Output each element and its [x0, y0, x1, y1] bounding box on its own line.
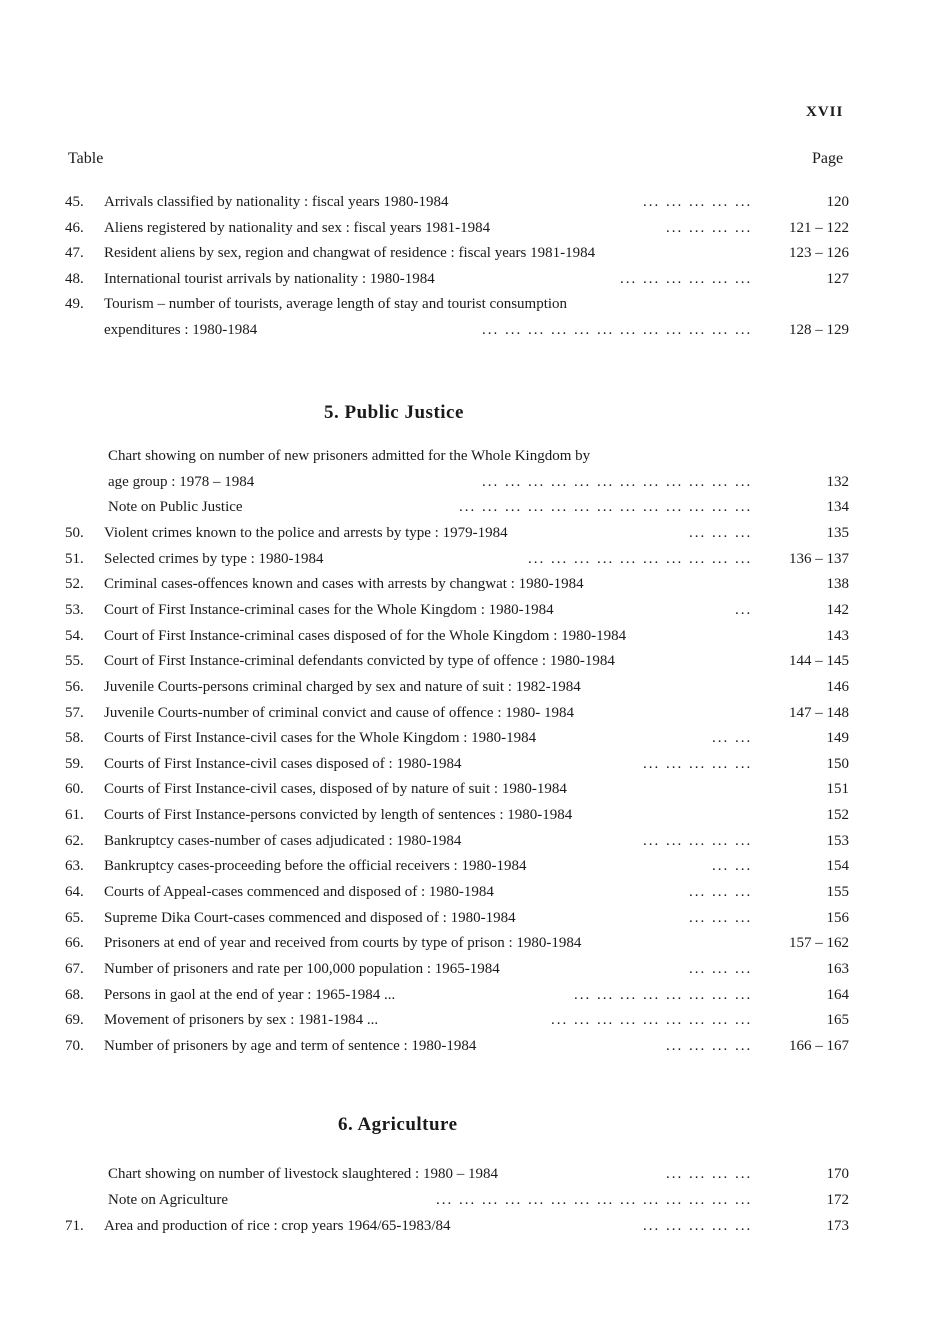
toc-entry: [0, 961, 941, 985]
entry-title: age group : 1978 – 1984: [108, 473, 255, 490]
entry-leader-dots: ... ... ... ... ...: [643, 832, 753, 849]
toc-entry: [0, 1038, 941, 1062]
toc-entry: [0, 576, 941, 600]
entry-leader-dots: ... ... ...: [689, 961, 753, 977]
entry-page: 147 – 148: [789, 704, 849, 721]
entry-leader-dots: ... ... ...: [689, 884, 753, 901]
toc-entry: [0, 194, 941, 218]
toc-entry: [0, 245, 941, 269]
entry-title: Bankruptcy cases-number of cases adjudicated : 1980-1984: [104, 832, 462, 849]
entry-title: Chart showing on number of new prisoners admitted for the Whole Kingdom by: [108, 448, 591, 464]
toc-entry: [0, 807, 941, 831]
entry-leader-dots: ... ... ... ... ... ... ... ... ... ... ... ... ... ...: [436, 1192, 753, 1208]
entry-leader-dots: ... ... ... ... ... ... ... ... ...: [551, 1012, 753, 1029]
entry-number: 55.: [65, 653, 84, 670]
toc-entry: [0, 322, 941, 346]
entry-page: 132: [826, 473, 849, 490]
entry-page: 134: [826, 499, 849, 516]
entry-leader-dots: ...: [735, 601, 753, 618]
entry-leader-dots: ... ... ...: [689, 524, 753, 541]
toc-entry: [0, 220, 941, 244]
entry-leader-dots: ... ... ... ... ...: [643, 194, 753, 210]
entry-title: Number of prisoners and rate per 100,000 population : 1965-1984: [104, 961, 500, 977]
entry-title: Note on Agriculture: [108, 1192, 228, 1208]
toc-entry: [0, 653, 941, 677]
entry-number: 50.: [65, 524, 84, 541]
entry-number: 65.: [65, 909, 84, 926]
entry-title: Courts of First Instance-civil cases, disposed of by nature of suit : 1980-1984: [104, 781, 567, 798]
page-number: XVII: [806, 104, 844, 120]
toc-entry: [0, 730, 941, 754]
entry-title: International tourist arrivals by nationality : 1980-1984: [104, 270, 435, 287]
entry-title: Movement of prisoners by sex : 1981-1984 ...: [104, 1012, 379, 1029]
toc-entry: [0, 525, 941, 549]
entry-title: Violent crimes known to the police and arrests by type : 1979-1984: [104, 524, 508, 541]
entry-page: 164: [826, 986, 849, 1003]
entry-page: 157 – 162: [789, 935, 849, 952]
toc-entry: [0, 756, 941, 780]
entry-number: 69.: [65, 1012, 84, 1029]
entry-number: 68.: [65, 986, 84, 1003]
entry-page: 127: [826, 270, 849, 287]
toc-entry: [0, 499, 941, 523]
entry-title: Prisoners at end of year and received from courts by type of prison : 1980-1984: [104, 935, 582, 952]
entry-number: 70.: [65, 1037, 84, 1054]
entry-title: Court of First Instance-criminal cases for the Whole Kingdom : 1980-1984: [104, 601, 554, 618]
entry-number: 60.: [65, 781, 84, 798]
toc-entry: [0, 271, 941, 295]
entry-page: 155: [826, 884, 849, 901]
entry-page: 146: [826, 678, 849, 695]
entry-page: 135: [826, 524, 849, 541]
entry-title: Supreme Dika Court-cases commenced and disposed of : 1980-1984: [104, 909, 516, 926]
toc-entry: [0, 1192, 941, 1216]
entry-title: Bankruptcy cases-proceeding before the official receivers : 1980-1984: [104, 858, 527, 875]
entry-page: 121 – 122: [789, 219, 849, 236]
entry-page: 143: [826, 627, 849, 644]
entry-page: 153: [826, 832, 849, 849]
entry-title: Note on Public Justice: [108, 499, 243, 516]
entry-leader-dots: ... ... ... ... ... ... ... ...: [574, 986, 753, 1003]
page-column-header: Page: [812, 150, 844, 167]
entry-title: Courts of Appeal-cases commenced and disposed of : 1980-1984: [104, 884, 494, 901]
entry-title: Court of First Instance-criminal defendants convicted by type of offence : 1980-1984: [104, 653, 615, 670]
entry-page: 150: [826, 755, 849, 772]
entry-page: 154: [826, 858, 849, 875]
entry-leader-dots: ... ... ... ... ... ... ... ... ... ... ... ...: [482, 473, 753, 490]
entry-number: 53.: [65, 601, 84, 618]
entry-title: Tourism – number of tourists, average length of stay and tourist consumption: [104, 296, 568, 313]
entry-page: 142: [826, 601, 849, 618]
toc-entry: [0, 910, 941, 934]
toc-entry: [0, 628, 941, 652]
entry-leader-dots: ... ... ... ... ...: [643, 1218, 753, 1234]
section-title-public-justice: 5. Public Justice: [324, 402, 464, 423]
entry-number: 71.: [65, 1218, 84, 1234]
entry-title: Courts of First Instance-civil cases disposed of : 1980-1984: [104, 755, 462, 772]
entry-page: 144 – 145: [789, 653, 849, 670]
toc-entry: [0, 858, 941, 882]
entry-title: Resident aliens by sex, region and changwat of residence : fiscal years 1981-1984: [104, 245, 596, 262]
toc-entry: [0, 1218, 941, 1242]
entry-title: Selected crimes by type : 1980-1984: [104, 550, 324, 567]
toc-entry: [0, 705, 941, 729]
entry-number: 57.: [65, 704, 84, 721]
entry-leader-dots: ... ...: [712, 730, 753, 747]
entry-number: 47.: [65, 245, 84, 262]
entry-leader-dots: ... ...: [712, 858, 753, 875]
toc-entry: [0, 551, 941, 575]
toc-entry: [0, 935, 941, 959]
toc-entry: [0, 296, 941, 320]
toc-entry: [0, 884, 941, 908]
entry-number: 46.: [65, 219, 84, 236]
toc-entry: [0, 1012, 941, 1036]
toc-entry: [0, 679, 941, 703]
entry-page: 120: [826, 194, 849, 210]
entry-page: 136 – 137: [789, 550, 849, 567]
entry-title: Persons in gaol at the end of year : 1965-1984 ...: [104, 986, 396, 1003]
entry-number: 59.: [65, 755, 84, 772]
entry-page: 163: [826, 961, 849, 977]
section-title-agriculture: 6. Agriculture: [338, 1114, 458, 1135]
entry-page: 165: [826, 1012, 849, 1029]
entry-page: 172: [826, 1192, 849, 1208]
entry-title: Juvenile Courts-number of criminal convict and cause of offence : 1980- 1984: [104, 704, 575, 721]
entry-page: 149: [826, 730, 849, 747]
entry-title: Juvenile Courts-persons criminal charged by sex and nature of suit : 1982-1984: [104, 678, 581, 695]
entry-leader-dots: ... ... ... ... ... ... ... ... ... ... ... ... ...: [459, 499, 753, 516]
entry-leader-dots: ... ... ... ... ... ... ... ... ... ...: [528, 550, 753, 567]
entry-number: 62.: [65, 832, 84, 849]
entry-number: 67.: [65, 961, 84, 977]
entry-leader-dots: ... ... ... ...: [666, 219, 753, 236]
entry-title: Chart showing on number of livestock slaughtered : 1980 – 1984: [108, 1166, 498, 1182]
entry-leader-dots: ... ... ...: [689, 909, 753, 926]
entry-page: 152: [826, 807, 849, 824]
entry-page: 166 – 167: [789, 1037, 849, 1054]
entry-leader-dots: ... ... ... ... ...: [643, 755, 753, 772]
entry-page: 156: [826, 909, 849, 926]
entry-leader-dots: ... ... ... ...: [666, 1166, 753, 1182]
entry-page: 123 – 126: [789, 245, 849, 262]
entry-number: 58.: [65, 730, 84, 747]
entry-title: Aliens registered by nationality and sex : fiscal years 1981-1984: [104, 219, 491, 236]
entry-leader-dots: ... ... ... ... ... ...: [620, 270, 753, 287]
toc-entry: [0, 448, 941, 472]
entry-number: 56.: [65, 678, 84, 695]
entry-number: 52.: [65, 576, 84, 593]
toc-entry: [0, 781, 941, 805]
entry-page: 128 – 129: [789, 322, 849, 338]
entry-page: 170: [826, 1166, 849, 1182]
entry-leader-dots: ... ... ... ... ... ... ... ... ... ... ... ...: [482, 322, 753, 338]
entry-number: 51.: [65, 550, 84, 567]
entry-number: 48.: [65, 270, 84, 287]
entry-page: 138: [826, 576, 849, 593]
entry-title: Criminal cases-offences known and cases with arrests by changwat : 1980-1984: [104, 576, 584, 593]
entry-title: Courts of First Instance-civil cases for the Whole Kingdom : 1980-1984: [104, 730, 537, 747]
entry-number: 66.: [65, 935, 84, 952]
entry-number: 63.: [65, 858, 84, 875]
entry-page: 151: [826, 781, 849, 798]
entry-page: 173: [826, 1218, 849, 1234]
toc-entry: [0, 833, 941, 857]
entry-number: 61.: [65, 807, 84, 824]
entry-number: 45.: [65, 194, 84, 210]
toc-entry: [0, 1166, 941, 1190]
entry-title: Courts of First Instance-persons convicted by length of sentences : 1980-1984: [104, 807, 573, 824]
entry-leader-dots: ... ... ... ...: [666, 1037, 753, 1054]
toc-entry: [0, 474, 941, 498]
entry-number: 54.: [65, 627, 84, 644]
entry-title: Court of First Instance-criminal cases disposed of for the Whole Kingdom : 1980-1984: [104, 627, 627, 644]
entry-title: Area and production of rice : crop years 1964/65-1983/84: [104, 1218, 451, 1234]
toc-entry: [0, 987, 941, 1011]
entry-title: Number of prisoners by age and term of sentence : 1980-1984: [104, 1037, 477, 1054]
entry-title: Arrivals classified by nationality : fiscal years 1980-1984: [104, 194, 449, 210]
toc-entry: [0, 602, 941, 626]
table-column-header: Table: [68, 150, 104, 167]
entry-number: 49.: [65, 296, 84, 313]
entry-title: expenditures : 1980-1984: [104, 322, 258, 338]
entry-number: 64.: [65, 884, 84, 901]
